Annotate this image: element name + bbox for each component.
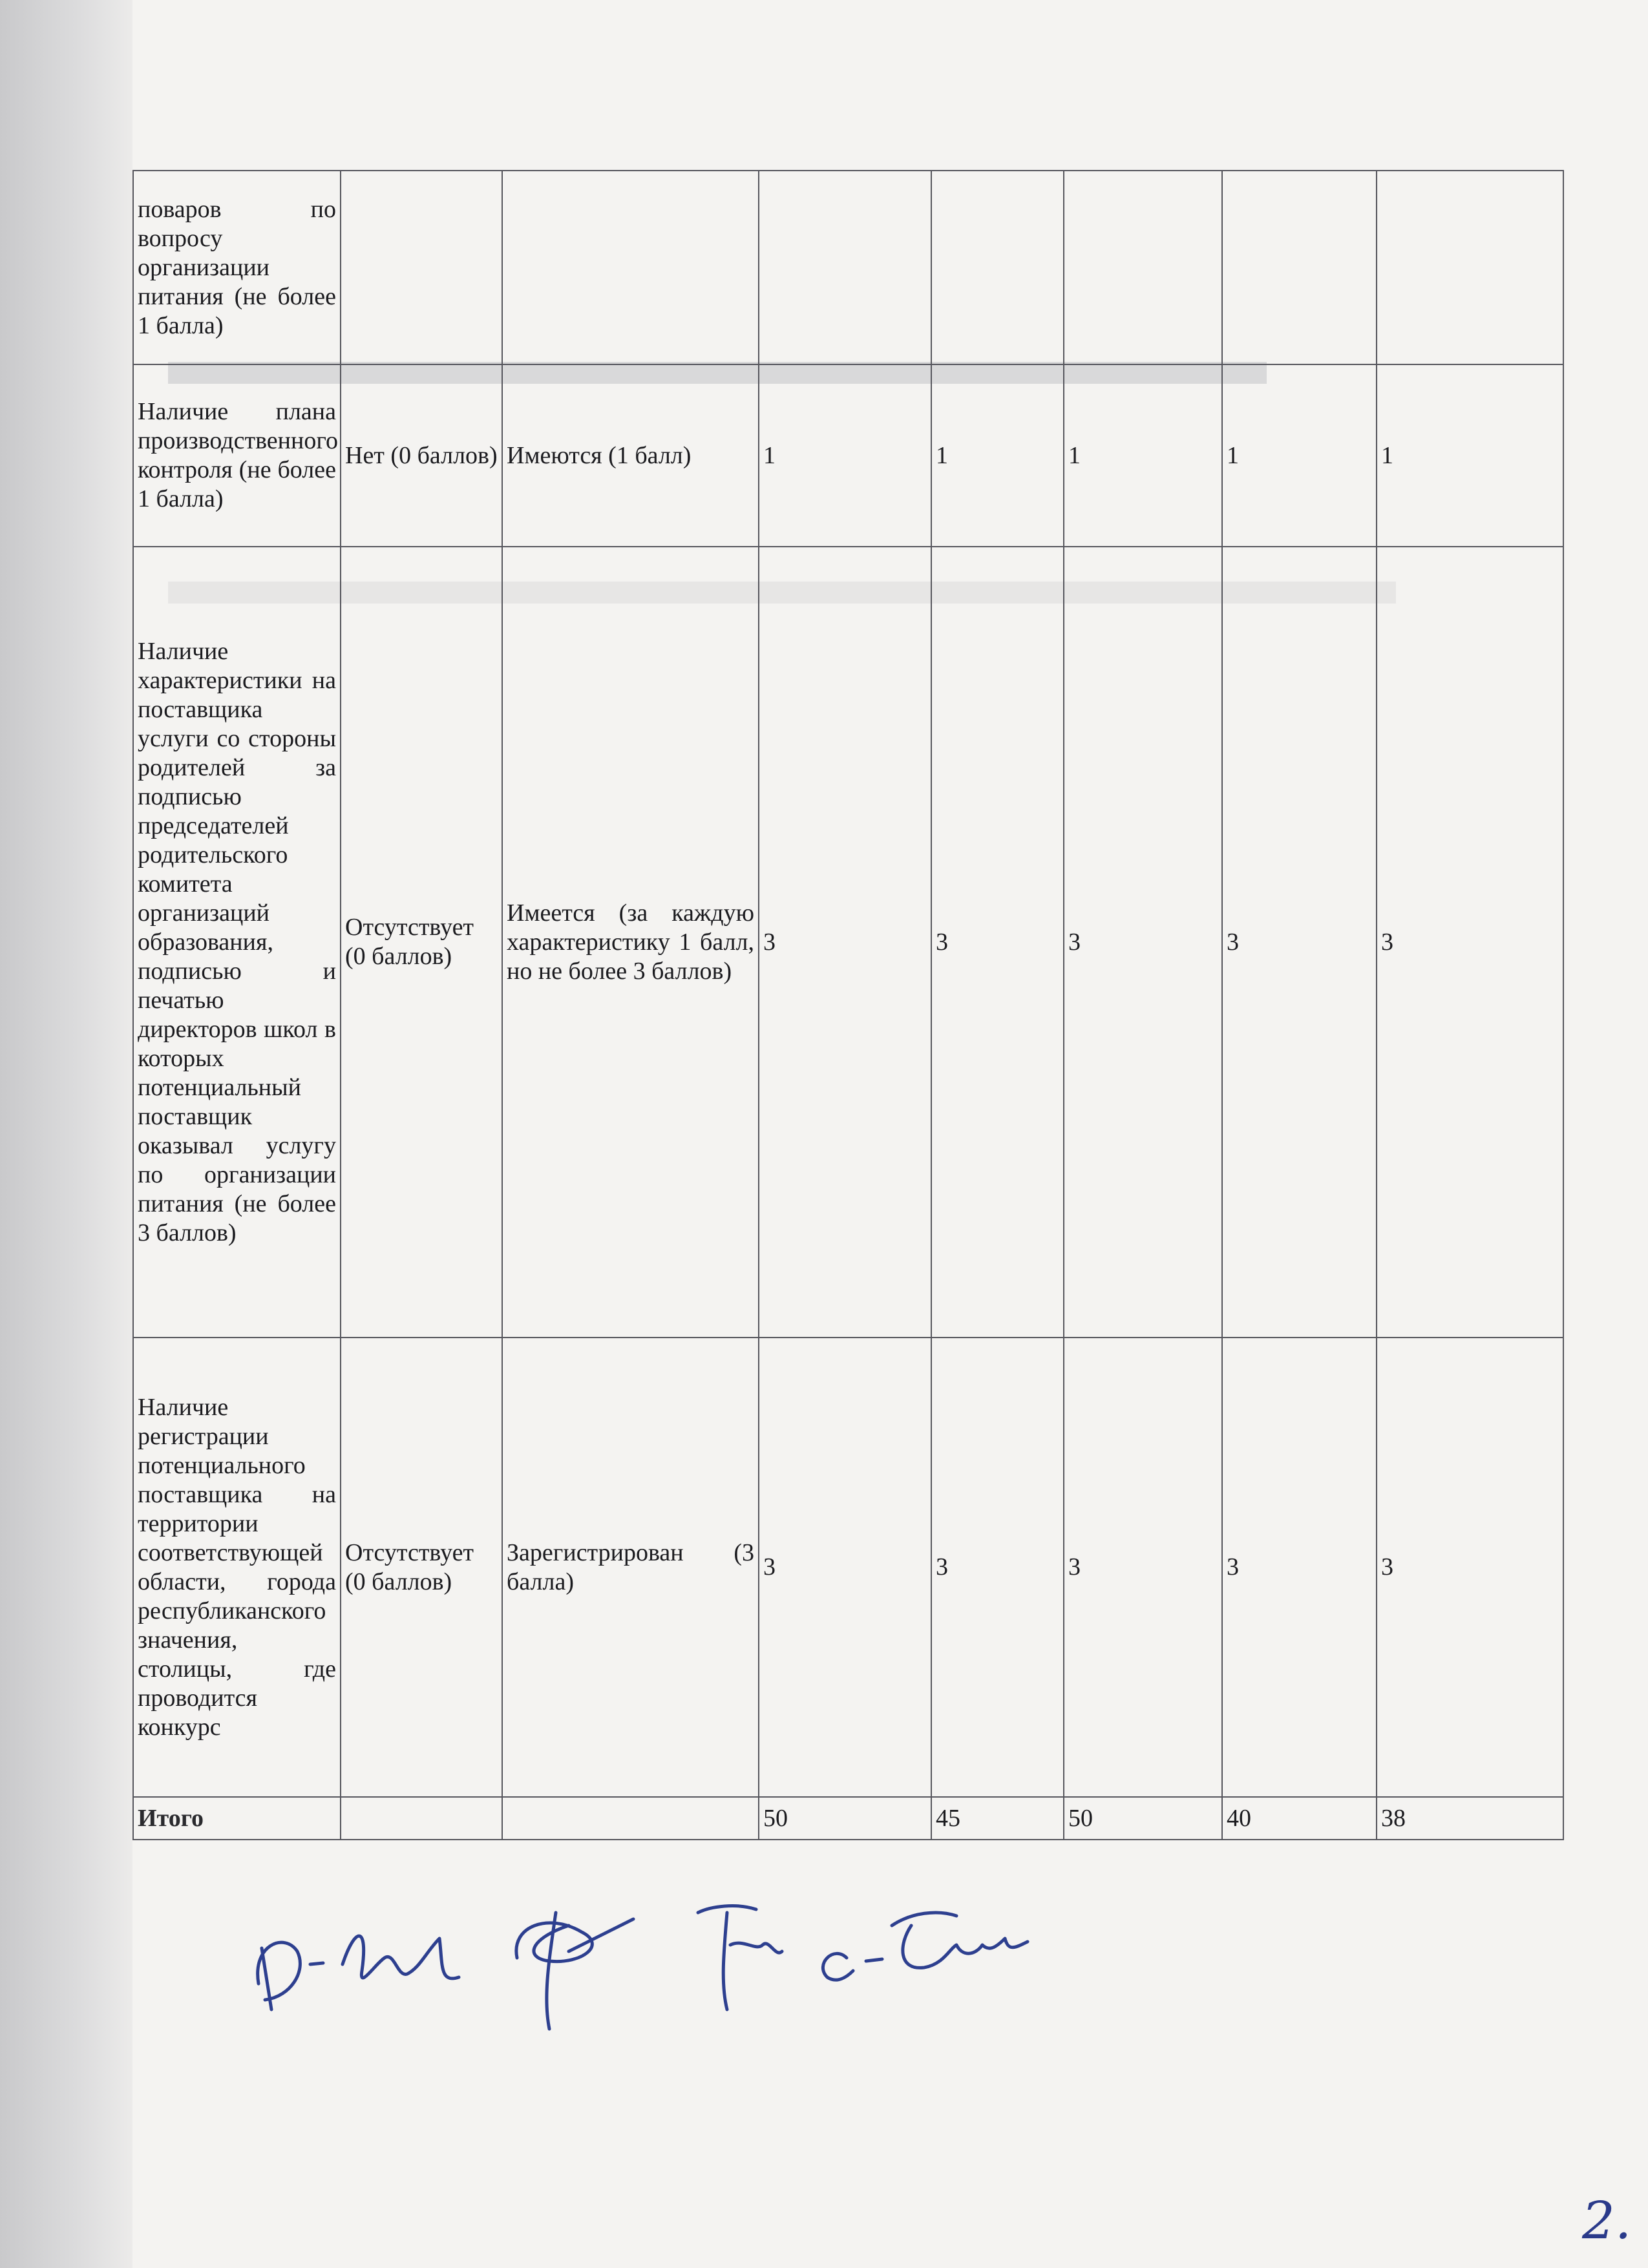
- signatures: [246, 1887, 1086, 2035]
- score-cell: [1222, 171, 1377, 364]
- total-row: [133, 1797, 1563, 1840]
- score-cell: 3: [931, 547, 1064, 1338]
- signature-4: [823, 1913, 1028, 1980]
- score-cell: 1: [759, 364, 931, 547]
- table-row: [133, 171, 1563, 364]
- table-row: [133, 1338, 1563, 1797]
- score-cell: 1: [931, 364, 1064, 547]
- total-score-cell: 50: [759, 1797, 931, 1840]
- present-cell: [502, 171, 759, 364]
- score-cell: 3: [1222, 547, 1377, 1338]
- empty-cell: [502, 1797, 759, 1840]
- total-score-cell: 38: [1377, 1797, 1563, 1840]
- score-cell: 1: [1377, 364, 1563, 547]
- score-cell: 3: [759, 547, 931, 1338]
- score-cell: 3: [759, 1338, 931, 1797]
- score-cell: 3: [1377, 547, 1563, 1338]
- absent-cell: Нет (0 баллов): [341, 364, 502, 547]
- absent-cell: Отсутствует (0 баллов): [341, 1338, 502, 1797]
- table-row: [133, 547, 1563, 1338]
- evaluation-table: [132, 170, 1564, 1840]
- table-row: [133, 364, 1563, 547]
- criterion-cell: Наличие регистрации потенциального поставщика на территории соответствующей области, города республиканского значения, столицы, где проводится конкурс: [133, 1338, 341, 1797]
- absent-cell: [341, 171, 502, 364]
- score-cell: [1377, 171, 1563, 364]
- total-label: Итого: [133, 1797, 341, 1840]
- total-score-cell: 40: [1222, 1797, 1377, 1840]
- score-cell: 3: [931, 1338, 1064, 1797]
- signature-1: [258, 1936, 459, 2010]
- criterion-cell: Наличие плана производственного контроля (не более 1 балла): [133, 364, 341, 547]
- score-cell: 3: [1222, 1338, 1377, 1797]
- score-cell: [1064, 171, 1222, 364]
- score-cell: [759, 171, 931, 364]
- absent-cell: Отсутствует (0 баллов): [341, 547, 502, 1338]
- total-score-cell: 45: [931, 1797, 1064, 1840]
- signature-3: [698, 1906, 782, 2010]
- scan-left-margin-shadow: [0, 0, 132, 2268]
- criterion-cell: Наличие характеристики на поставщика услуги со стороны родителей за подписью председателей родительского комитета организаций образования, подписью и печатью директоров школ в которых потенциальный поставщик оказывал услугу по организации питания (не более 3 баллов): [133, 547, 341, 1338]
- total-score-cell: 50: [1064, 1797, 1222, 1840]
- empty-cell: [341, 1797, 502, 1840]
- present-cell: Имеются (1 балл): [502, 364, 759, 547]
- present-cell: Имеется (за каждую характеристику 1 балл, но не более 3 баллов): [502, 547, 759, 1338]
- score-cell: 1: [1222, 364, 1377, 547]
- score-cell: 3: [1377, 1338, 1563, 1797]
- criterion-cell: поваров по вопросу организации питания (не более 1 балла): [133, 171, 341, 364]
- page-number: 2.: [1582, 2190, 1632, 2251]
- score-cell: 3: [1064, 547, 1222, 1338]
- score-cell: [931, 171, 1064, 364]
- score-cell: 3: [1064, 1338, 1222, 1797]
- signature-2: [516, 1913, 633, 2029]
- score-cell: 1: [1064, 364, 1222, 547]
- present-cell: Зарегистрирован (3 балла): [502, 1338, 759, 1797]
